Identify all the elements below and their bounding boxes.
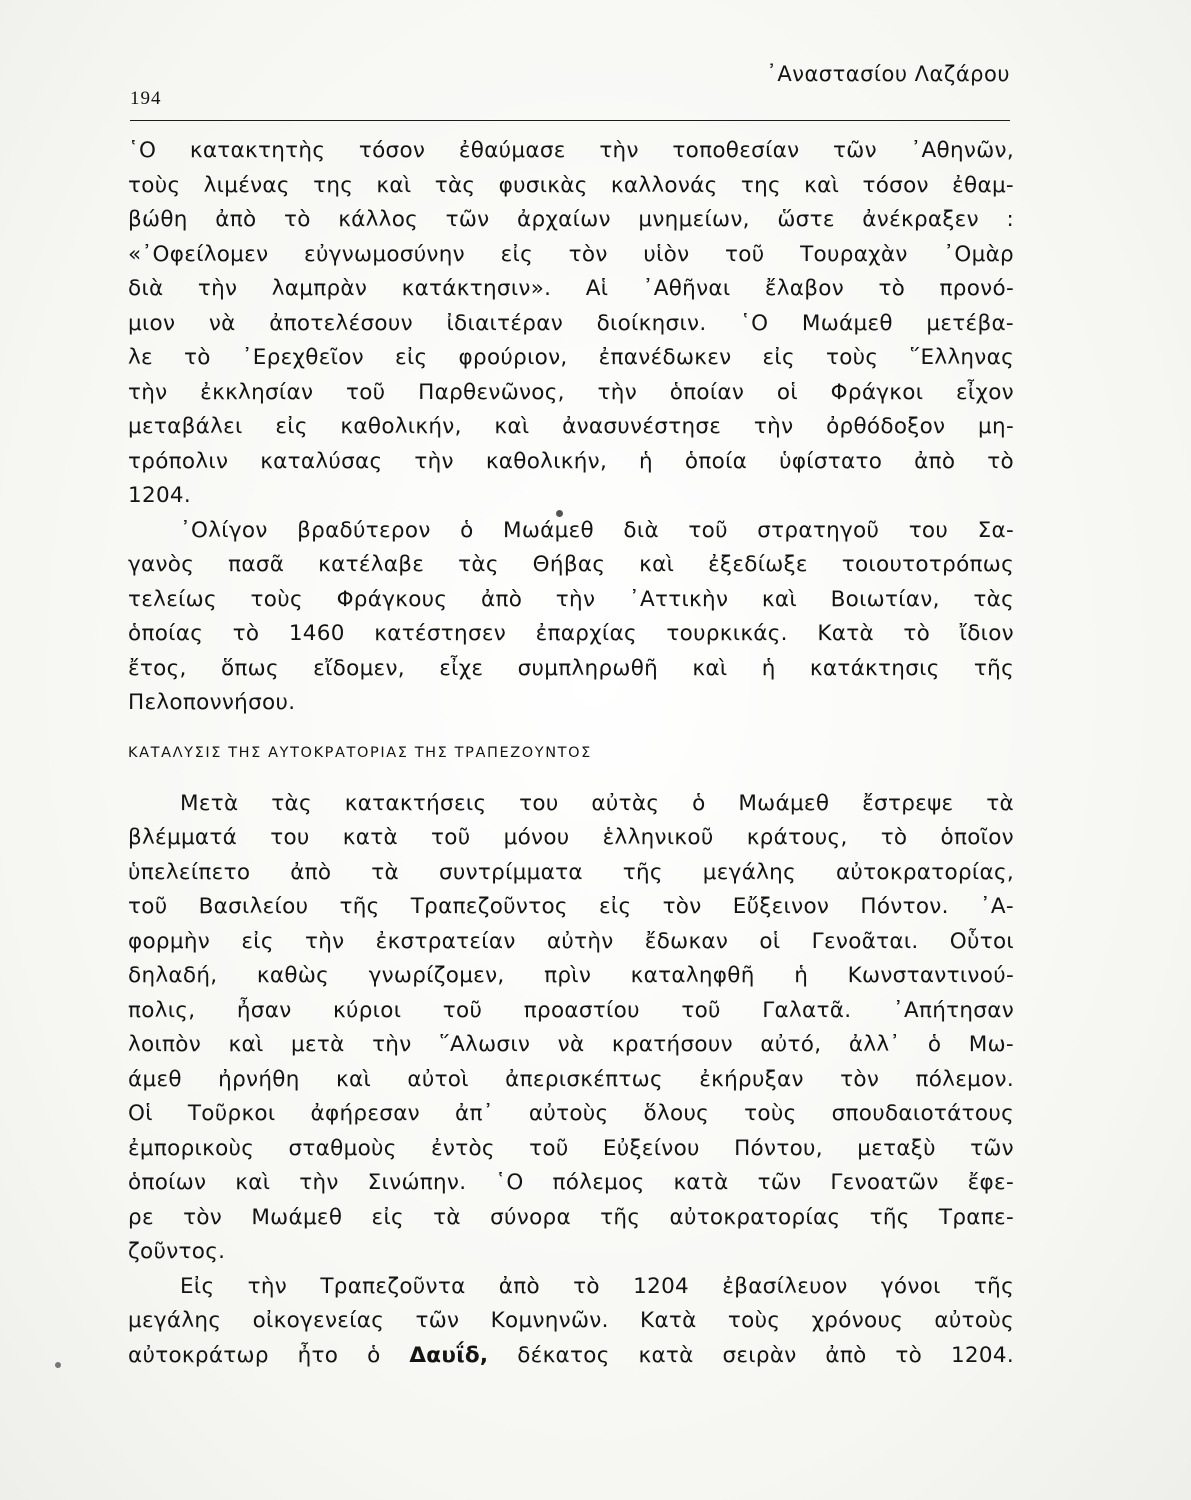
paragraph-1 [128, 134, 1014, 514]
page-number: 194 [130, 88, 162, 109]
text-line: Μετὰ τὰς κατακτήσεις του αὐτὰς ὁ Μωάμεθ ἔστρεψε τὰ [180, 790, 1014, 816]
text-line: ᾿Ολίγον βραδύτερον ὁ Μωάμεθ διὰ τοῦ στρατηγοῦ του Σα- [180, 517, 1014, 543]
text-line: 1204. [128, 483, 192, 508]
text-line: μιον νὰ ἀποτελέσουν ἰδιαιτέραν διοίκησιν. ῾Ο Μωάμεθ μετέβα- [128, 310, 1014, 336]
paragraph-4 [128, 1270, 1014, 1374]
text-line: διὰ τὴν λαμπρὰν κατάκτησιν». Αἱ ᾿Αθῆναι ἔλαβον τὸ προνό- [128, 276, 1014, 301]
paragraph-2 [128, 514, 1014, 721]
ink-blot-decoration [55, 1362, 61, 1368]
text-line: τὴν ἐκκλησίαν τοῦ Παρθενῶνος, τὴν ὁποίαν οἱ Φράγκοι εἶχον [128, 379, 1014, 405]
text-line: «᾿Οφείλομεν εὐγνωμοσύνην εἰς τὸν υἱὸν τοῦ Τουραχὰν ᾿Ομὰρ [128, 241, 1014, 267]
text-line: τοῦ Βασιλείου τῆς Τραπεζοῦντος εἰς τὸν Εὔξεινον Πόντον. ᾿Α- [128, 894, 1014, 919]
text-line: φορμὴν εἰς τὴν ἐκστρατείαν αὐτὴν ἔδωκαν οἱ Γενοᾶται. Οὗτοι [128, 928, 1014, 954]
text-line-with-bold-name [128, 1339, 1014, 1374]
page-header [130, 58, 1010, 122]
text-line: μεταβάλει εἰς καθολικήν, καὶ ἀνασυνέστησε τὴν ὀρθόδοξον μη- [128, 414, 1014, 439]
bold-name: Δαυΐδ, [409, 1342, 489, 1368]
text-line: μεγάλης οἰκογενείας τῶν Κομνηνῶν. Κατὰ τοὺς χρόνους αὐτοὺς [128, 1308, 1014, 1333]
text-line: τελείως τοὺς Φράγκους ἀπὸ τὴν ᾿Αττικὴν καὶ Βοιωτίαν, τὰς [128, 586, 1014, 612]
text-line: άμεθ ἠρνήθη καὶ αὐτοὶ ἀπερισκέπτως ἐκήρυξαν τὸν πόλεμον. [128, 1066, 1014, 1092]
text-segment: αὐτοκράτωρ ἦτο ὁ [128, 1342, 410, 1368]
text-line: τρόπολιν καταλύσας τὴν καθολικήν, ἡ ὁποία ὑφίστατο ἀπὸ τὸ [128, 448, 1014, 474]
body-text [128, 134, 1014, 1373]
text-line: ῾Ο κατακτητὴς τόσον ἐθαύμασε τὴν τοποθεσίαν τῶν ᾿Αθηνῶν, [128, 138, 1014, 163]
running-title: ᾿Αναστασίου Λαζάρου [766, 62, 1010, 86]
section-heading: ΚΑΤΑΛΥΣΙΣ ΤΗΣ ΑΥΤΟΚΡΑΤΟΡΙΑΣ ΤΗΣ ΤΡΑΠΕΖΟΥΝΤΟΣ [128, 744, 592, 761]
text-line: βώθη ἀπὸ τὸ κάλλος τῶν ἀρχαίων μνημείων, ὥστε ἀνέκραξεν : [128, 207, 1014, 232]
text-line: λοιπὸν καὶ μετὰ τὴν ῞Αλωσιν νὰ κρατήσουν αὐτό, ἀλλ᾿ ὁ Μω- [128, 1032, 1014, 1057]
text-line: ζοῦντος. [128, 1239, 226, 1264]
text-line: ρε τὸν Μωάμεθ εἰς τὰ σύνορα τῆς αὐτοκρατορίας τῆς Τραπε- [128, 1204, 1014, 1230]
ink-blot-decoration [556, 510, 563, 517]
text-line: τοὺς λιμένας της καὶ τὰς φυσικὰς καλλονάς της καὶ τόσον ἐθαμ- [128, 172, 1014, 198]
text-line: Εἰς τὴν Τραπεζοῦντα ἀπὸ τὸ 1204 ἐβασίλευον γόνοι τῆς [180, 1273, 1014, 1299]
text-line: λε τὸ ᾿Ερεχθεῖον εἰς φρούριον, ἐπανέδωκεν εἰς τοὺς ῞Ελληνας [128, 345, 1014, 370]
text-line: Πελοποννήσου. [128, 690, 296, 715]
text-segment: δέκατος κατὰ σειρὰν ἀπὸ τὸ 1204. [488, 1342, 1014, 1368]
text-line: δηλαδή, καθὼς γνωρίζομεν, πρὶν καταληφθῆ ἡ Κωνσταντινού- [128, 963, 1014, 988]
text-line: βλέμματά του κατὰ τοῦ μόνου ἑλληνικοῦ κράτους, τὸ ὁποῖον [128, 825, 1014, 850]
text-line: Οἱ Τοῦρκοι ἀφήρεσαν ἀπ᾿ αὐτοὺς ὅλους τοὺς σπουδαιοτάτους [128, 1101, 1014, 1126]
paragraph-3 [128, 787, 1014, 1270]
header-rule [130, 120, 1010, 121]
text-line: ἔτος, ὅπως εἴδομεν, εἶχε συμπληρωθῆ καὶ ἡ κατάκτησις τῆς [128, 655, 1014, 681]
text-line: ἐμπορικοὺς σταθμοὺς ἐντὸς τοῦ Εὐξείνου Πόντου, μεταξὺ τῶν [128, 1135, 1014, 1161]
text-line: ὑπελείπετο ἀπὸ τὰ συντρίμματα τῆς μεγάλης αὐτοκρατορίας, [128, 859, 1014, 885]
text-line: γανὸς πασᾶ κατέλαβε τὰς Θήβας καὶ ἐξεδίωξε τοιουτοτρόπως [128, 552, 1014, 577]
text-line: ὁποίων καὶ τὴν Σινώπην. ῾Ο πόλεμος κατὰ τῶν Γενοατῶν ἔφε- [128, 1170, 1014, 1195]
text-line: ὁποίας τὸ 1460 κατέστησεν ἐπαρχίας τουρκικάς. Κατὰ τὸ ἴδιον [128, 621, 1014, 646]
text-line: πολις, ἦσαν κύριοι τοῦ προαστίου τοῦ Γαλατᾶ. ᾿Απήτησαν [128, 997, 1014, 1023]
